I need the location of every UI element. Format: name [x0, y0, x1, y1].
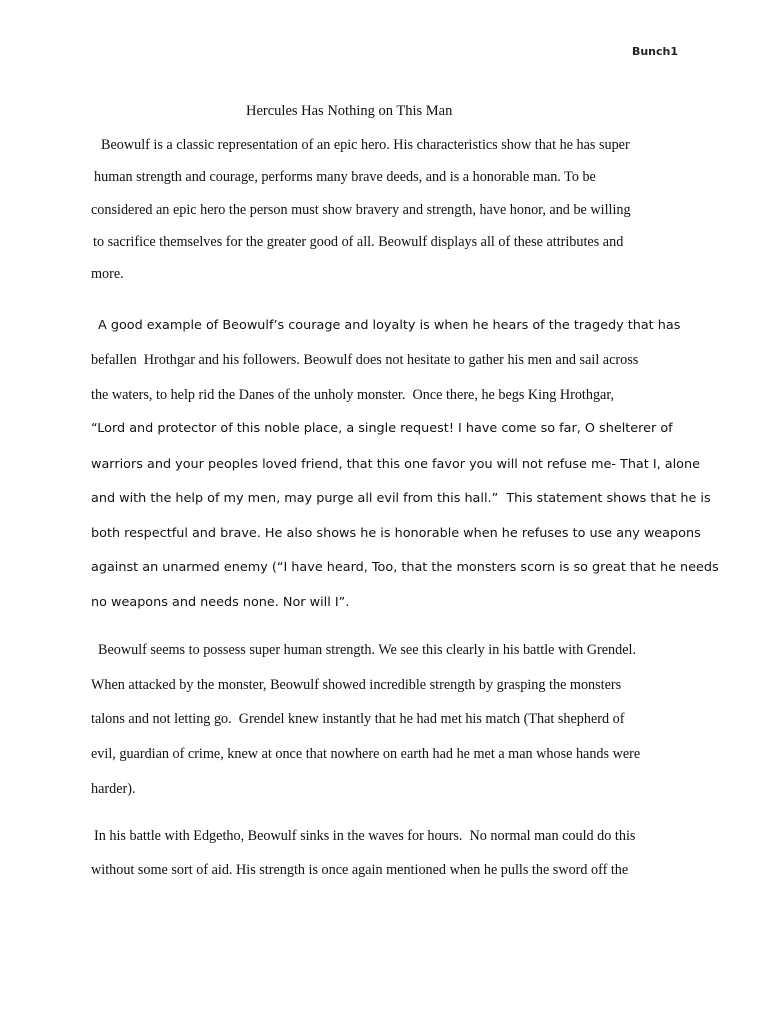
text-line: A good example of Beowulf’s courage and loyalty is when he hears of the tragedy that has — [98, 318, 681, 333]
text-line: without some sort of aid. His strength is once again mentioned when he pulls the sword off the — [91, 862, 629, 878]
essay-title: Hercules Has Nothing on This Man — [246, 103, 453, 119]
running-head: Bunch1 — [631, 45, 678, 58]
text-line: against an unarmed enemy (“I have heard, Too, that the monsters scorn is so great that he needs — [91, 560, 719, 575]
text-line: no weapons and needs none. Nor will I”. — [91, 595, 350, 610]
text-line: and with the help of my men, may purge all evil from this hall.” This statement shows that he is — [91, 491, 711, 506]
text-line: human strength and courage, performs many brave deeds, and is a honorable man. To be — [94, 169, 596, 185]
text-line: Beowulf is a classic representation of an epic hero. His characteristics show that he has super — [101, 137, 630, 153]
text-line: When attacked by the monster, Beowulf showed incredible strength by grasping the monsters — [91, 677, 622, 693]
text-line: befallen Hrothgar and his followers. Beowulf does not hesitate to gather his men and sail across — [91, 352, 639, 368]
text-line: evil, guardian of crime, knew at once that nowhere on earth had he met a man whose hands were — [91, 746, 641, 762]
text-line: In his battle with Edgetho, Beowulf sinks in the waves for hours. No normal man could do this — [94, 828, 636, 844]
text-line: warriors and your peoples loved friend, that this one favor you will not refuse me- That I, alone — [91, 457, 700, 472]
text-line: “Lord and protector of this noble place, a single request! I have come so far, O shelterer of — [91, 421, 673, 436]
text-line: both respectful and brave. He also shows he is honorable when he refuses to use any weapons — [91, 526, 701, 541]
text-line: to sacrifice themselves for the greater good of all. Beowulf displays all of these attributes and — [93, 234, 624, 250]
text-line: considered an epic hero the person must show bravery and strength, have honor, and be willing — [91, 202, 631, 218]
text-line: talons and not letting go. Grendel knew instantly that he had met his match (That shepherd of — [91, 711, 625, 727]
text-line: the waters, to help rid the Danes of the unholy monster. Once there, he begs King Hrothgar, — [91, 387, 615, 403]
text-line: more. — [91, 266, 124, 282]
text-line: Beowulf seems to possess super human strength. We see this clearly in his battle with Grendel. — [98, 642, 637, 658]
text-line: harder). — [91, 781, 136, 797]
